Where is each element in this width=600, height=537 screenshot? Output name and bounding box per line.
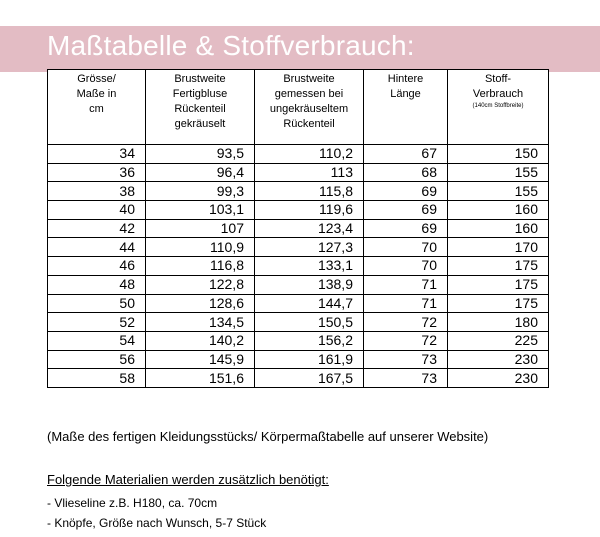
table-cell: 44 (48, 238, 146, 257)
table-cell: 167,5 (255, 369, 364, 388)
table-cell: 67 (364, 145, 448, 164)
table-cell: 151,6 (146, 369, 255, 388)
table-row (48, 331, 549, 350)
table-cell: 155 (448, 182, 549, 201)
table-cell: 34 (48, 145, 146, 164)
table-cell: 71 (364, 275, 448, 294)
table-cell: 225 (448, 331, 549, 350)
table-row (48, 275, 549, 294)
table-cell: 42 (48, 219, 146, 238)
table-row (48, 369, 549, 388)
table-cell: 73 (364, 369, 448, 388)
header-chest-gathered (146, 70, 255, 145)
table-cell: 69 (364, 201, 448, 220)
header-chest-ungathered (255, 70, 364, 145)
table-cell: 40 (48, 201, 146, 220)
table-cell: 103,1 (146, 201, 255, 220)
footnote: (Maße des fertigen Kleidungsstücks/ Körpermaßtabelle auf unserer Website) (47, 429, 489, 444)
table-cell: 99,3 (146, 182, 255, 201)
table-cell: 116,8 (146, 257, 255, 276)
table-row (48, 238, 549, 257)
table-cell: 70 (364, 238, 448, 257)
table-cell: 230 (448, 350, 549, 369)
table-cell: 48 (48, 275, 146, 294)
table-cell: 115,8 (255, 182, 364, 201)
table-row (48, 182, 549, 201)
table-cell: 72 (364, 331, 448, 350)
header-chest-ungathered-label: Brustweite gemessen bei ungekräuseltem Rückenteil (269, 73, 349, 130)
page-title: Maßtabelle & Stoffverbrauch: (47, 30, 415, 61)
table-cell: 58 (48, 369, 146, 388)
table-cell: 70 (364, 257, 448, 276)
table-cell: 175 (448, 275, 549, 294)
table-row (48, 219, 549, 238)
table-cell: 145,9 (146, 350, 255, 369)
header-back-length-label: Hintere Länge (387, 73, 424, 100)
table-cell: 69 (364, 219, 448, 238)
table-header-row (48, 70, 549, 145)
table-cell: 122,8 (146, 275, 255, 294)
table-cell: 68 (364, 163, 448, 182)
table-cell: 46 (48, 257, 146, 276)
table-cell: 113 (255, 163, 364, 182)
table-row (48, 257, 549, 276)
header-fabric-usage (448, 70, 549, 145)
table-cell: 52 (48, 313, 146, 332)
table-body (48, 145, 549, 388)
table-row (48, 163, 549, 182)
table-cell: 144,7 (255, 294, 364, 313)
table-row (48, 313, 549, 332)
table-cell: 72 (364, 313, 448, 332)
table-row (48, 201, 549, 220)
table-cell: 161,9 (255, 350, 364, 369)
table-cell: 127,3 (255, 238, 364, 257)
table-cell: 150 (448, 145, 549, 164)
table-row (48, 350, 549, 369)
header-fabric-usage-label: Stoff- Verbrauch (472, 73, 524, 100)
table-cell: 160 (448, 201, 549, 220)
header-back-length (364, 70, 448, 145)
materials-item: - Knöpfe, Größe nach Wunsch, 5-7 Stück (47, 516, 267, 530)
table-cell: 50 (48, 294, 146, 313)
table-cell: 110,2 (255, 145, 364, 164)
table-cell: 155 (448, 163, 549, 182)
materials-item: - Vlieseline z.B. H180, ca. 70cm (47, 496, 218, 510)
table-cell: 96,4 (146, 163, 255, 182)
table-cell: 93,5 (146, 145, 255, 164)
header-fabric-usage-note: (140cm Stoffbreite) (472, 103, 524, 109)
table-cell: 73 (364, 350, 448, 369)
header-size (48, 70, 146, 145)
table-row (48, 294, 549, 313)
materials-title: Folgende Materialien werden zusätzlich benötigt: (47, 472, 329, 487)
table-cell: 175 (448, 294, 549, 313)
header-size-label: Grösse/ Maße in cm (76, 73, 117, 115)
table-cell: 230 (448, 369, 549, 388)
table-cell: 36 (48, 163, 146, 182)
size-table-container (47, 69, 548, 388)
table-cell: 123,4 (255, 219, 364, 238)
table-cell: 138,9 (255, 275, 364, 294)
table-cell: 134,5 (146, 313, 255, 332)
table-cell: 54 (48, 331, 146, 350)
table-cell: 180 (448, 313, 549, 332)
table-cell: 110,9 (146, 238, 255, 257)
table-row (48, 145, 549, 164)
header-chest-gathered-label: Brustweite Fertigbluse Rückenteil gekräuselt (172, 73, 228, 130)
table-cell: 69 (364, 182, 448, 201)
table-cell: 133,1 (255, 257, 364, 276)
table-cell: 107 (146, 219, 255, 238)
table-cell: 38 (48, 182, 146, 201)
table-cell: 175 (448, 257, 549, 276)
table-cell: 170 (448, 238, 549, 257)
size-table (47, 69, 549, 388)
table-cell: 119,6 (255, 201, 364, 220)
table-cell: 71 (364, 294, 448, 313)
table-cell: 150,5 (255, 313, 364, 332)
table-cell: 160 (448, 219, 549, 238)
table-cell: 156,2 (255, 331, 364, 350)
table-cell: 128,6 (146, 294, 255, 313)
table-cell: 56 (48, 350, 146, 369)
table-cell: 140,2 (146, 331, 255, 350)
